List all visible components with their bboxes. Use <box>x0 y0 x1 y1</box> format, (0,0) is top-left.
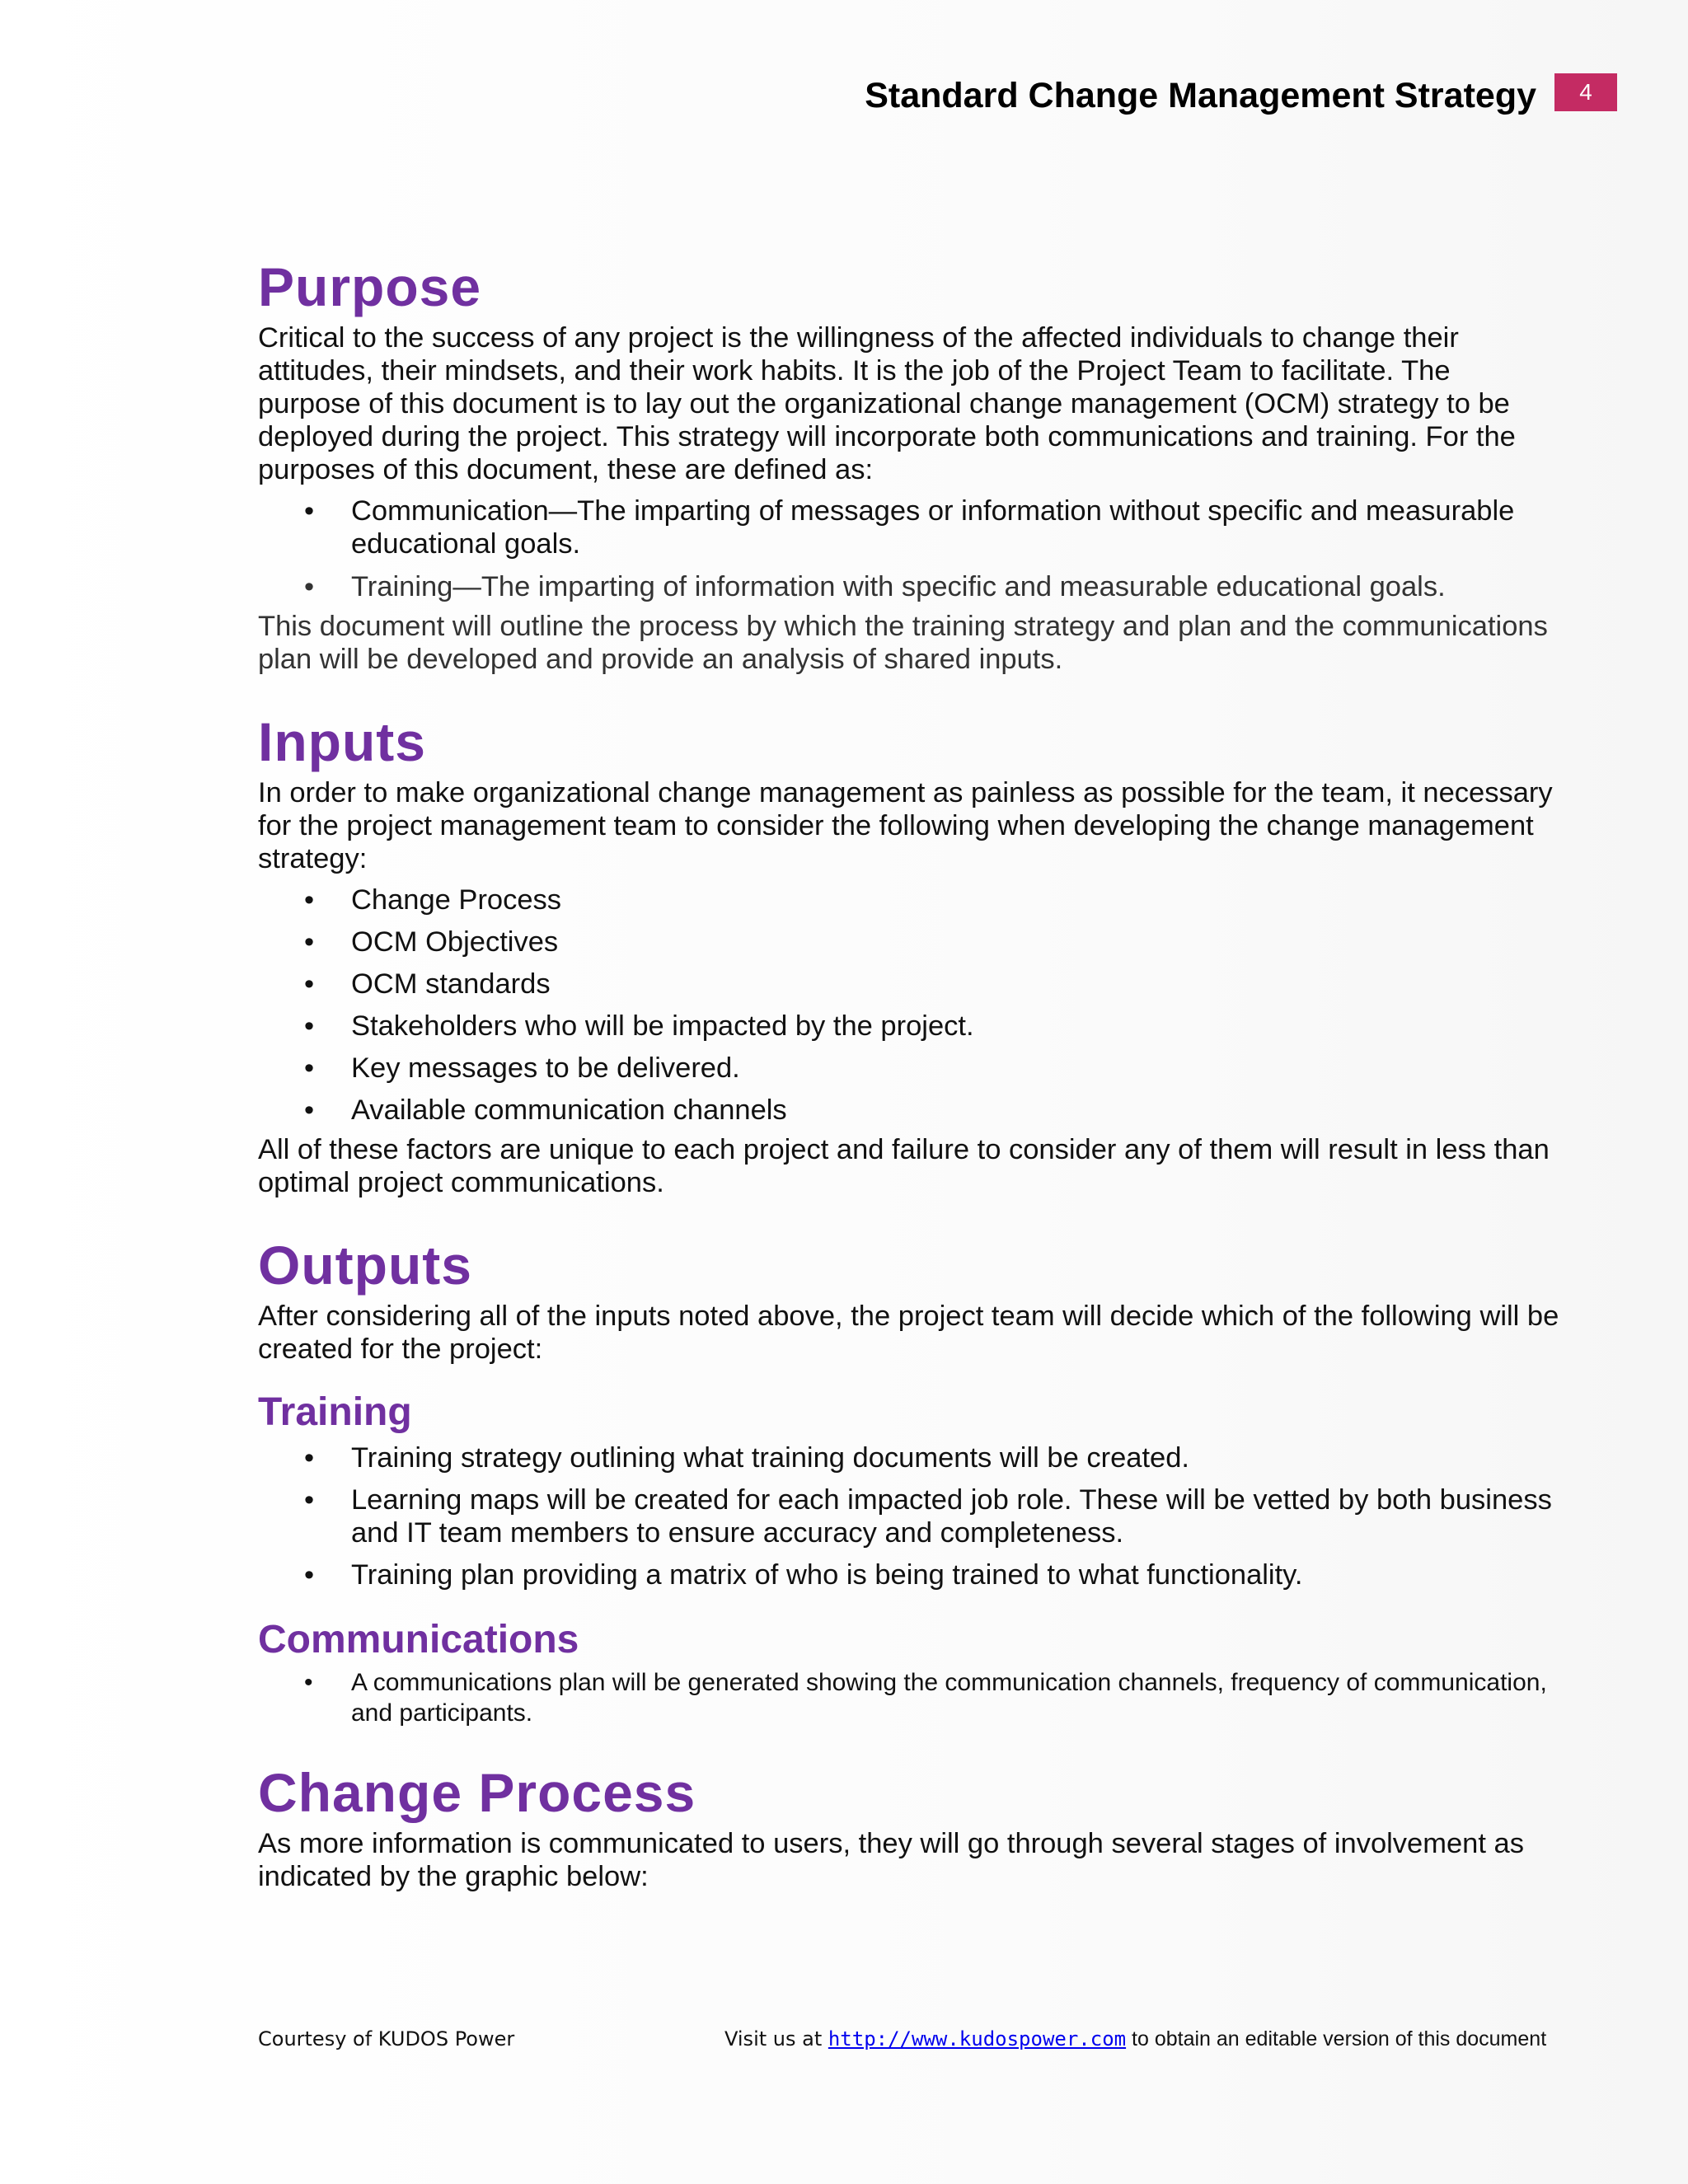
footer-suffix: to obtain an editable version of this document <box>1126 2027 1547 2050</box>
list-item: • Stakeholders who will be impacted by the project. <box>258 1010 1560 1043</box>
purpose-bullet-list <box>258 494 1560 603</box>
inputs-bullet-list <box>258 883 1560 1127</box>
footer-website-link[interactable]: http://www.kudospower.com <box>828 2027 1127 2050</box>
change-process-paragraph: As more information is communicated to users, they will go through several stages of involvement as indicated by the graphic below: <box>258 1828 1524 1892</box>
subheading-communications: Communications <box>258 1618 579 1661</box>
list-item: • A communications plan will be generated showing the communication channels, frequency of communication, and participants. <box>258 1667 1560 1728</box>
purpose-closing-paragraph: This document will outline the process by which the training strategy and plan and the communications plan will be developed and provide an analysis of shared inputs. <box>258 611 1548 675</box>
section-heading-inputs: Inputs <box>258 711 426 772</box>
subheading-training: Training <box>258 1390 412 1434</box>
section-heading-change-process: Change Process <box>258 1762 696 1823</box>
training-bullet-list <box>258 1441 1560 1591</box>
list-item: • Training plan providing a matrix of who is being trained to what functionality. <box>258 1558 1560 1591</box>
list-item: • Key messages to be delivered. <box>258 1052 1560 1085</box>
document-body <box>258 255 1560 1893</box>
communications-bullet-list <box>258 1667 1560 1728</box>
inputs-paragraph: In order to make organizational change management as painless as possible for the team, it necessary for the project management team to consider the following when developing the change management strategy: <box>258 777 1553 874</box>
footer-visit-line <box>724 2027 1546 2051</box>
list-item: • OCM Objectives <box>258 926 1560 958</box>
section-heading-outputs: Outputs <box>258 1235 472 1296</box>
list-item: • OCM standards <box>258 968 1560 1001</box>
purpose-paragraph: Critical to the success of any project is the willingness of the affected individuals to change their attitudes, their mindsets, and their work habits. It is the job of the Project Team to facilitate. The purpose of this document is to lay out the organizational change management (OCM) strategy to be deployed during the project. This strategy will incorporate both communications and training. For the purposes of this document, these are defined as: <box>258 322 1516 485</box>
list-item: • Communication—The imparting of messages or information without specific and measurable educational goals. <box>258 494 1560 560</box>
list-item: • Available communication channels <box>258 1094 1560 1127</box>
header-title: Standard Change Management Strategy <box>865 76 1536 115</box>
list-item: • Learning maps will be created for each impacted job role. These will be vetted by both business and IT team members to ensure accuracy and completeness. <box>258 1483 1560 1549</box>
inputs-closing-paragraph: All of these factors are unique to each project and failure to consider any of them will result in less than optimal project communications. <box>258 1134 1550 1198</box>
outputs-paragraph: After considering all of the inputs noted above, the project team will decide which of the following will be created for the project: <box>258 1301 1559 1365</box>
page-number-badge: 4 <box>1554 73 1617 111</box>
footer-courtesy: Courtesy of KUDOS Power <box>258 2027 515 2050</box>
footer-visit-prefix: Visit us at <box>724 2027 828 2050</box>
list-item: • Training—The imparting of information with specific and measurable educational goals. <box>258 570 1560 603</box>
list-item: • Training strategy outlining what training documents will be created. <box>258 1441 1560 1474</box>
list-item: • Change Process <box>258 883 1560 916</box>
section-heading-purpose: Purpose <box>258 256 482 317</box>
